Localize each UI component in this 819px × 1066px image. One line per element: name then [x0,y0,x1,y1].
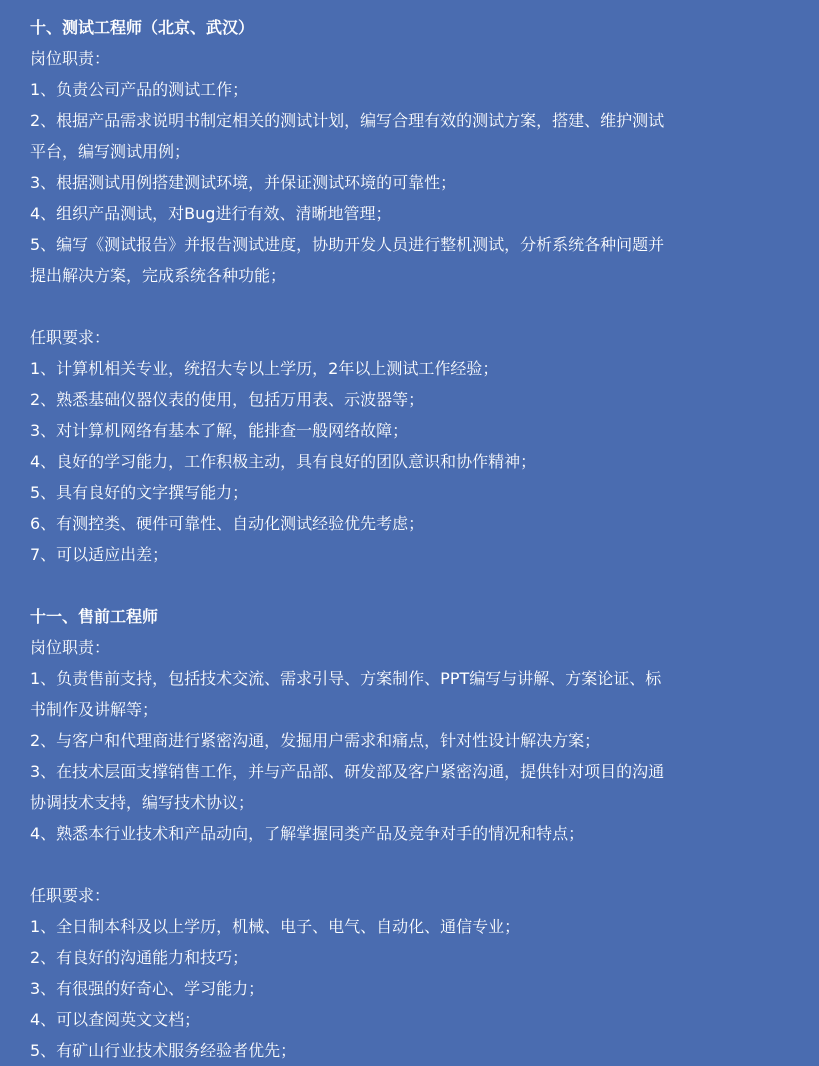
requirement-line: 2、熟悉基础仪器仪表的使用，包括万用表、示波器等； [30,390,425,409]
section-test-engineer [30,12,799,570]
requirement-line: 7、可以适应出差； [30,545,169,564]
duty-line: 4、熟悉本行业技术和产品动向，了解掌握同类产品及竞争对手的情况和特点； [30,824,585,843]
section-title: 十一、售前工程师 [30,607,159,626]
duty-line: 1、负责售前支持，包括技术交流、需求引导、方案制作、PPT编写与讲解、方案论证、标 [30,669,662,688]
duty-line: 1、负责公司产品的测试工作； [30,80,249,99]
requirement-line: 1、全日制本科及以上学历，机械、电子、电气、自动化、通信专业； [30,917,521,936]
duty-line: 2、根据产品需求说明书制定相关的测试计划，编写合理有效的测试方案，搭建、维护测试 [30,111,665,130]
duty-line: 书制作及讲解等； [30,700,159,719]
requirement-line: 2、有良好的沟通能力和技巧； [30,948,249,967]
requirement-line: 3、对计算机网络有基本了解，能排查一般网络故障； [30,421,409,440]
spacer [30,291,799,322]
requirement-line: 6、有测控类、硬件可靠性、自动化测试经验优先考虑； [30,514,425,533]
requirements-label: 任职要求： [30,886,111,905]
requirement-line: 5、有矿山行业技术服务经验者优先； [30,1041,297,1060]
requirement-line: 4、良好的学习能力，工作积极主动，具有良好的团队意识和协作精神； [30,452,537,471]
duty-line: 2、与客户和代理商进行紧密沟通，发掘用户需求和痛点，针对性设计解决方案； [30,731,601,750]
duty-line: 协调技术支持，编写技术协议； [30,793,255,812]
duty-line: 5、编写《测试报告》并报告测试进度，协助开发人员进行整机测试，分析系统各种问题并 [30,235,665,254]
duty-line: 4、组织产品测试，对Bug进行有效、清晰地管理； [30,204,392,223]
duties-label: 岗位职责： [30,49,111,68]
duty-line: 平台，编写测试用例； [30,142,191,161]
requirements-label: 任职要求： [30,328,111,347]
duty-line: 3、根据测试用例搭建测试环境，并保证测试环境的可靠性； [30,173,457,192]
requirement-line: 4、可以查阅英文文档； [30,1010,201,1029]
requirement-line: 3、有很强的好奇心、学习能力； [30,979,265,998]
requirement-line: 1、计算机相关专业，统招大专以上学历，2年以上测试工作经验； [30,359,499,378]
requirement-line: 5、具有良好的文字撰写能力； [30,483,249,502]
section-presales-engineer [30,601,799,1066]
spacer [30,849,799,880]
section-title: 十、测试工程师（北京、武汉） [30,18,255,37]
duties-label: 岗位职责： [30,638,111,657]
duty-line: 3、在技术层面支撑销售工作，并与产品部、研发部及客户紧密沟通，提供针对项目的沟通 [30,762,665,781]
duty-line: 提出解决方案，完成系统各种功能； [30,266,287,285]
